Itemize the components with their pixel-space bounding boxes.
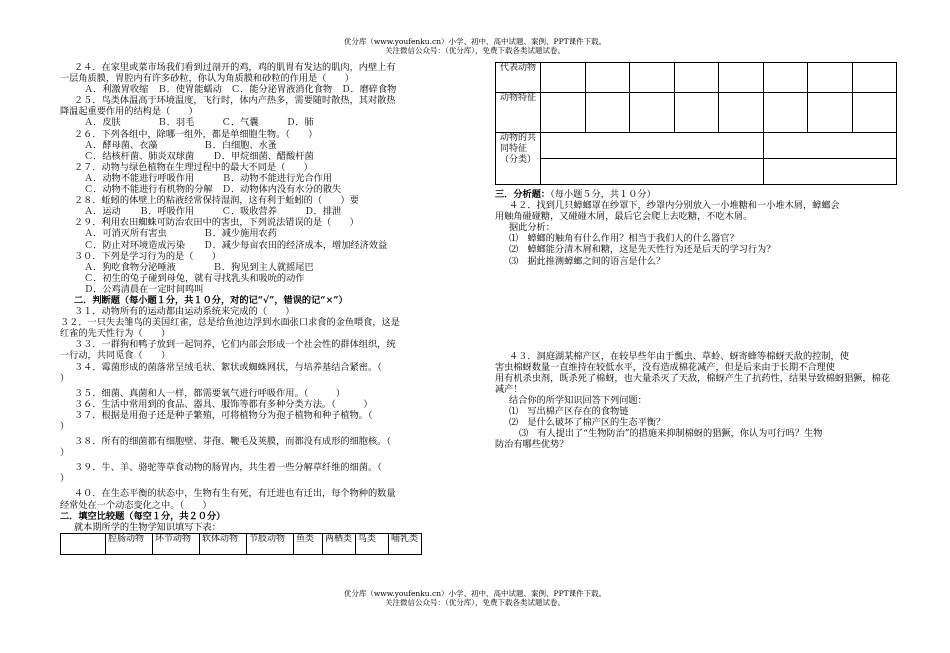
section-4-heading: 三．分析题：（每小题５分，共１０分） bbox=[495, 189, 656, 200]
header-line-2: 关注微信公众号：（优分库），免费下载各类试题试卷。 bbox=[385, 46, 565, 55]
footer-line-2: 关注微信公众号：（优分库），免费下载各类试题试卷。 bbox=[385, 598, 565, 607]
table-header-cell: 节肢动物 bbox=[247, 533, 294, 554]
question-24: ２４．在家里或菜市场我们看到过剖开的鸡，鸡的肌胃有发达的肌肉，内壁上有 一层角质膜，胃腔内有许多砂粒，你认为角质膜和砂粒的作用是（ ） Ａ．利激胃收缩 Ｂ．使胃能蠕动 Ｃ．能分泌胃液消化食物 Ｄ．磨碎食物 bbox=[60, 62, 397, 96]
question-43: ４３．洞庭湖某棉产区，在较早些年由于瓢虫、草蛉、蚜寄蜂等棉蚜天敌的控制，使 害虫棉蚜数量一直维持在较低水平，没有造成棉花减产，但是后来由于长期不合理使 用有机杀虫剂，既杀死了棉蚜，也大量杀灭了天敌，棉蚜产生了抗药性，结果导致棉蚜猖獗，棉花减产！ 结合你的所学知识回答下列问题： ⑴ 写出棉产区存在的食物链 ⑵ 是什么破坏了棉产区的生态平衡？ ⑶ 有人提出了“生物防治”的措施来抑制棉蚜的猖獗，你认为可行吗？生物 防治有哪些优势？ bbox=[495, 350, 891, 451]
question-40: ４０．在生态平衡的状态中，生物有生有死，有迁进也有迁出，每个物种的数量 经常处在一个动态变化之中。（ ） bbox=[60, 488, 396, 511]
row-label-common-features: 动物的共同特征（分类） bbox=[496, 133, 541, 185]
table-header-cell: 哺乳类 bbox=[389, 533, 422, 554]
row-label-animal-features: 动物特征 bbox=[496, 93, 541, 133]
table-corner-cell bbox=[61, 533, 106, 554]
question-37: ３７．根据是用孢子还是种子繁殖，可将植物分为孢子植物和种子植物。（ ） bbox=[60, 409, 373, 432]
table-header-cell: 鱼类 bbox=[294, 533, 323, 554]
question-28: ２８．蚯蚓的体壁上的粘液经常保持湿润，这有利于蚯蚓的（ ）要 Ａ．运动 Ｂ．呼吸作用 Ｃ．吸收营养 Ｄ．排泄 bbox=[74, 195, 359, 218]
question-31: ３１．动物所有的运动都由运动系统来完成的（ ） bbox=[74, 306, 295, 318]
table-header-cell: 鸟类 bbox=[356, 533, 389, 554]
question-26: ２６．下列各组中，除哪一组外，都是单细胞生物。（ ） Ａ．酵母菌、衣藻 Ｂ．白细胞、水蚤 Ｃ．结核杆菌、肺炎双球菌 Ｄ．甲烷细菌、醋酸杆菌 bbox=[74, 128, 318, 162]
section-2-heading: 二．判断题（每小题１分，共１０分，对的记“√”，错误的记“×”） bbox=[74, 294, 348, 306]
question-38: ３８．所有的细菌都有细胞壁、芽孢、鞭毛及荚膜，而都没有成形的细胞核。（ ） bbox=[60, 436, 391, 459]
question-32: ３２．一只失去雏鸟的美国红雀，总是给鱼池边浮到水面张口求食的金鱼喂食，这是 红雀的先天性行为（ ） bbox=[60, 317, 400, 340]
table-header-cell: 两栖类 bbox=[323, 533, 356, 554]
question-42: ４２．找到几只蟑螂罩在纱罩下，纱罩内分别放入一小堆糖和一小堆木屑，蟑螂会 用触角碰碰糖，又碰碰木屑，最后它会爬上去吃糖，不吃木屑。 据此分析： ⑴ 蟑螂的触角有什么作用？相当于我们人的什么器官？ ⑵ 蟑螂能分清木屑和糖，这是先天性行为还是后天的学习行为？ ⑶ 据此推测蟑螂之间的语言是什么？ bbox=[495, 200, 840, 267]
question-27: ２７．动物与绿色植物在生理过程中的最大不同是（ ） Ａ．动物不能进行呼吸作用 Ｂ．动物不能进行光合作用 Ｃ．动物不能进行有机物的分解 Ｄ．动物体内没有水分的散失 bbox=[74, 161, 342, 196]
question-35: ３５．细菌、真菌和人一样，都需要氧气进行呼吸作用。（ ） bbox=[74, 387, 346, 399]
question-33: ３３．一群狗和鸭子放到一起饲养，它们内部会形成一个社会性的群体组织，统 一行动，共同觅食（ ） bbox=[60, 339, 396, 362]
question-36: ３６．生活中常用到的食品、器具、服饰等都有多种分类方法。（ ） bbox=[74, 398, 373, 410]
table-intro: 就本期所学的生物学知识填写下表： bbox=[74, 521, 221, 533]
page-header bbox=[0, 37, 950, 55]
question-39: ３９．牛、羊、骆驼等草食动物的肠胃内，共生着一些分解草纤维的细菌。（ ） bbox=[60, 462, 382, 485]
footer-line-1: 优分库（www.youfenku.cn）小学、初中、高中试题、案例、PPT课件下载。 bbox=[343, 589, 607, 598]
section-3-heading: 二．填空比较题（每空１分，共２０分） bbox=[60, 510, 226, 522]
header-line-1: 优分库（www.youfenku.cn）小学、初中、高中试题、案例、PPT课件下载。 bbox=[343, 37, 607, 46]
table-header-cell: 腔肠动物 bbox=[106, 533, 153, 554]
question-30: ３０．下列是学习行为的是（ ） Ａ．狗吃食物分泌唾液 Ｂ．狗见到主人就摇尾巴 Ｃ．初生的兔子碰到母兔，就有寻找乳头和吸吮的动作 Ｄ．公鸡清晨在一定时间鸣叫 bbox=[74, 250, 314, 295]
question-29: ２９．利用农田蜘蛛可防治农田中的害虫，下列说法错误的是（ ） Ａ．可消灭所有害虫 Ｂ．减少施用农药 Ｃ．防止对环境造成污染 Ｄ．减少每亩农田的经济成本，增加经济效益 bbox=[74, 217, 388, 251]
right-column bbox=[495, 62, 895, 451]
comparison-table-body bbox=[495, 62, 897, 185]
question-25: ２５．鸟类体温高于环境温度，飞行时，体内产热多，需要随时散热，其对散热 降温起重要作用的结构是（ ） Ａ．皮肤 Ｂ．羽毛 Ｃ．气囊 Ｄ．肺 bbox=[60, 95, 396, 129]
left-column bbox=[60, 62, 450, 555]
question-34: ３４．霉菌形成的菌落常呈绒毛状、絮状或蜘蛛网状，与培养基结合紧密。（ ） bbox=[60, 361, 382, 384]
table-header-cell: 环节动物 bbox=[153, 533, 200, 554]
comparison-table-header bbox=[60, 533, 422, 555]
table-header-cell: 软体动物 bbox=[200, 533, 247, 554]
row-label-representative-animal: 代表动物 bbox=[496, 63, 541, 93]
page-footer bbox=[0, 589, 950, 607]
